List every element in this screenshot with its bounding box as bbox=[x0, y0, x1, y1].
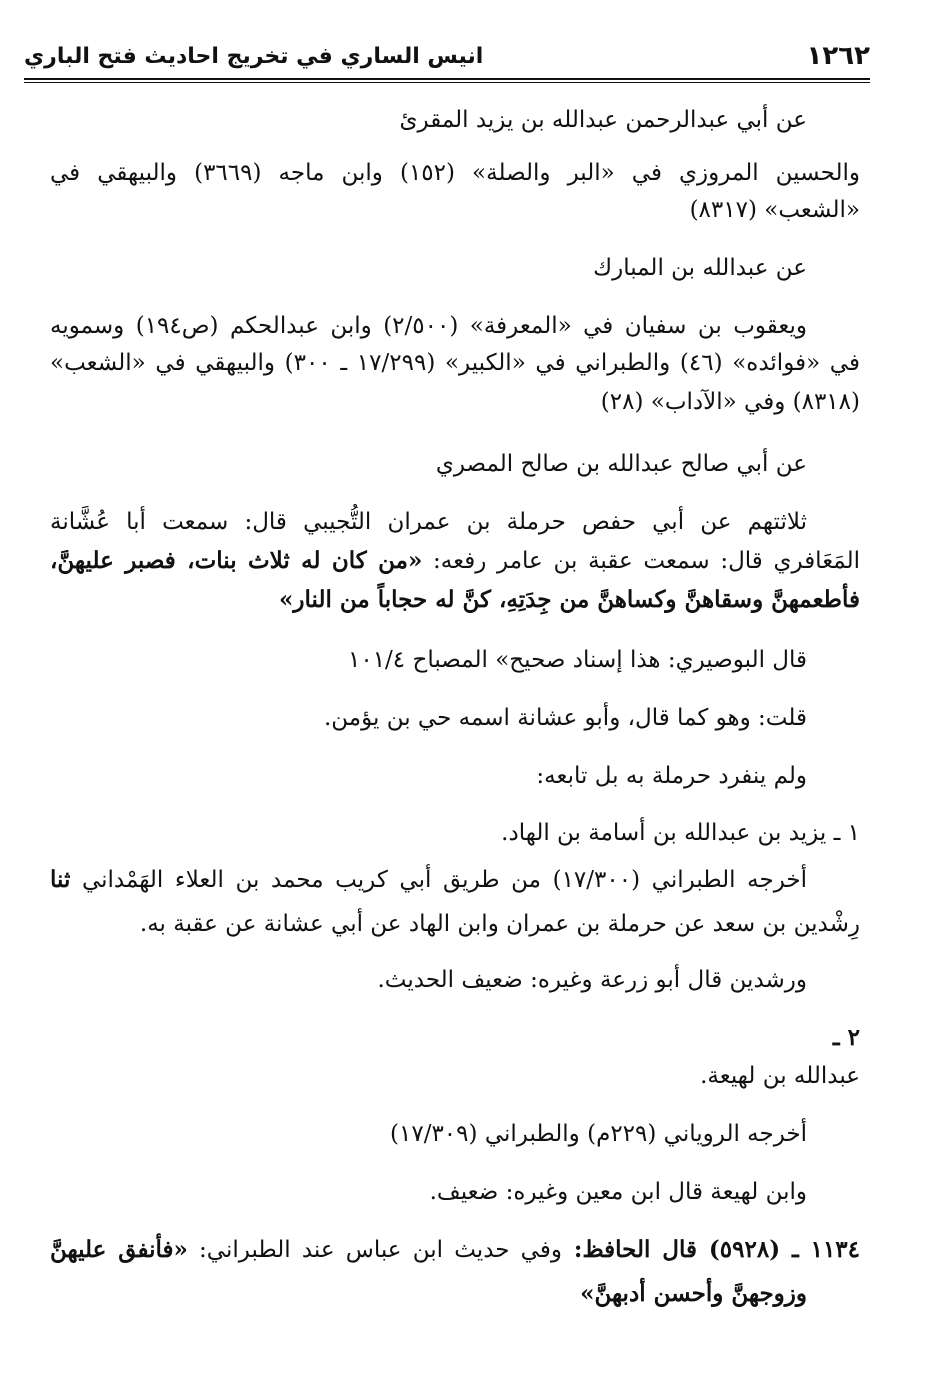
header-rule bbox=[24, 78, 870, 80]
page-number: ١٢٦٢ bbox=[806, 41, 870, 71]
text-run: أخرجه الطبراني (١٧/٣٠٠) من طريق أبي كريب محمد بن العلاء الهَمْداني bbox=[70, 867, 807, 893]
hadith-text: فأطعمهنَّ وسقاهنَّ وكساهنَّ من جِدَتِهِ، كنَّ له حجاباً من النار» bbox=[279, 586, 860, 613]
text-line: رِشْدين بن سعد عن حرملة بن عمران وابن الهاد عن أبي عشانة عن عقبة به. bbox=[139, 911, 860, 937]
text-line: وابن لهيعة قال ابن معين وغيره: ضعيف. bbox=[429, 1179, 807, 1205]
text-line: عن عبدالله بن المبارك bbox=[593, 255, 807, 281]
entry-number: ١١٣٤ ـ (٥٩٢٨) قال الحافظ: bbox=[561, 1236, 861, 1263]
text-line: ويعقوب بن سفيان في «المعرفة» (٢/٥٠٠) وابن عبدالحكم (ص١٩٤) وسمويه bbox=[50, 313, 807, 339]
page-header bbox=[24, 34, 870, 78]
text-line: أخرجه الروياني (٢٢٩م) والطبراني (١٧/٣٠٩) bbox=[390, 1121, 807, 1147]
text-line: في «فوائده» (٤٦) والطبراني في «الكبير» (١٧/٢٩٩ ـ ٣٠٠) والبيهقي في «الشعب» bbox=[50, 350, 860, 376]
text-line: والحسين المروزي في «البر والصلة» (١٥٢) وابن ماجه (٣٦٦٩) والبيهقي في bbox=[50, 160, 860, 186]
text-line: عن أبي صالح عبدالله بن صالح المصري bbox=[435, 451, 807, 477]
text-run-bold: ثنا bbox=[50, 866, 71, 893]
text-line: ثلاثتهم عن أبي حفص حرملة بن عمران التُّجيبي قال: سمعت أبا عُشَّانة bbox=[50, 509, 807, 535]
text-line bbox=[50, 862, 807, 898]
text-line: «الشعب» (٨٣١٧) bbox=[689, 197, 860, 223]
text-run: وفي حديث ابن عباس عند الطبراني: bbox=[187, 1237, 562, 1263]
hadith-text: وزوجهنَّ وأحسن أدبهنَّ» bbox=[580, 1280, 807, 1307]
header-rule-thin bbox=[24, 82, 870, 83]
text-line: عن أبي عبدالرحمن عبدالله بن يزيد المقرئ bbox=[399, 107, 807, 133]
book-title: انيس الساري في تخريج احاديث فتح الباري bbox=[24, 43, 484, 69]
text-line bbox=[50, 543, 860, 579]
list-item: ١ ـ يزيد بن عبدالله بن أسامة بن الهاد. bbox=[501, 820, 860, 846]
hadith-text: «فأنفق عليهنَّ bbox=[50, 1236, 188, 1263]
text-run: المَعَافري قال: سمعت عقبة بن عامر رفعه: bbox=[422, 548, 860, 574]
text-line: قلت: وهو كما قال، وأبو عشانة اسمه حي بن يؤمن. bbox=[323, 705, 807, 731]
text-line: ورشدين قال أبو زرعة وغيره: ضعيف الحديث. bbox=[377, 967, 807, 993]
list-item: ٢ ـ bbox=[832, 1024, 860, 1051]
text-line: عبدالله بن لهيعة. bbox=[700, 1063, 860, 1089]
hadith-text: «من كان له ثلاث بنات، فصبر عليهنَّ، bbox=[50, 547, 423, 574]
entry-heading bbox=[50, 1232, 860, 1268]
text-line: (٨٣١٨) وفي «الآداب» (٢٨) bbox=[600, 389, 860, 415]
text-line: ولم ينفرد حرملة به بل تابعه: bbox=[536, 763, 807, 789]
text-line: قال البوصيري: هذا إسناد صحيح» المصباح ١٠١/٤ bbox=[348, 647, 807, 673]
